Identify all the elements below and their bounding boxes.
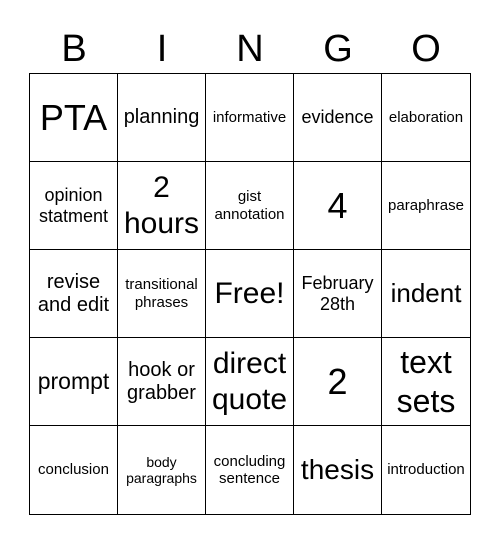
free-space-cell[interactable]: Free! — [206, 250, 294, 338]
bingo-cell[interactable]: hook or grabber — [118, 338, 206, 426]
bingo-cell[interactable]: paraphrase — [382, 162, 470, 250]
bingo-cell[interactable]: elaboration — [382, 74, 470, 162]
bingo-cell[interactable]: 2 — [294, 338, 382, 426]
bingo-cell[interactable]: planning — [118, 74, 206, 162]
bingo-cell[interactable]: 2 hours — [118, 162, 206, 250]
bingo-cell[interactable]: text sets — [382, 338, 470, 426]
bingo-cell[interactable]: body paragraphs — [118, 426, 206, 514]
header-letter-i: I — [156, 28, 168, 70]
bingo-cell[interactable]: direct quote — [206, 338, 294, 426]
bingo-card-grid — [29, 73, 471, 515]
bingo-cell[interactable]: informative — [206, 74, 294, 162]
bingo-cell[interactable]: indent — [382, 250, 470, 338]
bingo-cell[interactable]: evidence — [294, 74, 382, 162]
bingo-cell[interactable]: PTA — [30, 74, 118, 162]
bingo-cell[interactable]: prompt — [30, 338, 118, 426]
bingo-cell[interactable]: conclusion — [30, 426, 118, 514]
header-letter-n: N — [236, 28, 264, 70]
bingo-cell[interactable]: concluding sentence — [206, 426, 294, 514]
header-letter-g: G — [323, 28, 353, 70]
bingo-cell[interactable]: opinion statment — [30, 162, 118, 250]
header-letter-o: O — [411, 28, 441, 70]
bingo-header — [30, 24, 470, 74]
bingo-cell[interactable]: transitional phrases — [118, 250, 206, 338]
bingo-cell[interactable]: February 28th — [294, 250, 382, 338]
bingo-cell[interactable]: 4 — [294, 162, 382, 250]
bingo-cell[interactable]: revise and edit — [30, 250, 118, 338]
header-letter-b: B — [61, 28, 87, 70]
bingo-cell[interactable]: gist annotation — [206, 162, 294, 250]
bingo-cell[interactable]: introduction — [387, 461, 465, 479]
bingo-cell[interactable]: thesis — [294, 426, 382, 514]
